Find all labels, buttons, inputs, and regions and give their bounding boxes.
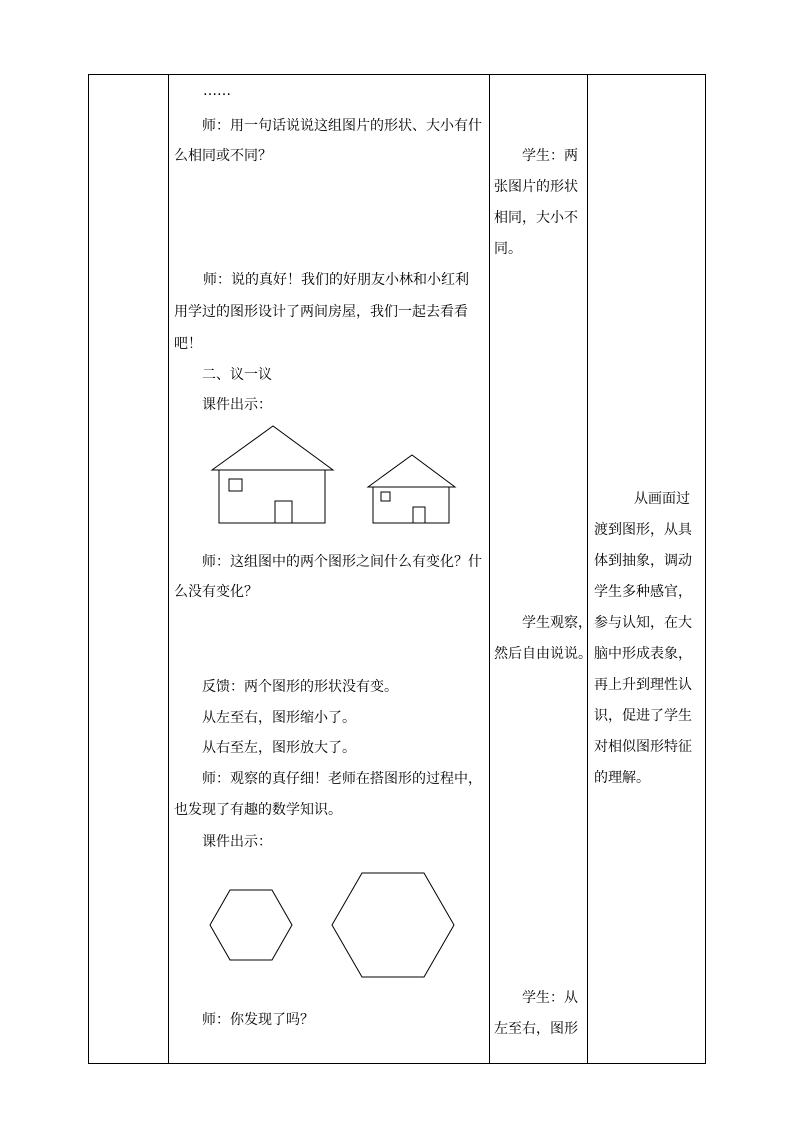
student-answer-1-line2: 张图片的形状: [494, 179, 578, 195]
small-house-window: [381, 492, 390, 501]
student-answer-2-line2: 然后自由说说。: [494, 646, 592, 662]
feedback-line3: 从右至左，图形放大了。: [202, 740, 356, 756]
small-hexagon-icon: [210, 890, 292, 960]
houses-figure: [205, 420, 465, 532]
teacher-praise-line1: 师：说的真好！我们的好朋友小林和小红利: [203, 272, 469, 288]
small-house-roof: [368, 455, 455, 487]
column-divider-2: [489, 75, 490, 1063]
student-answer-1-line3: 相同，大小不: [494, 210, 578, 226]
student-answer-1-line4: 同。: [494, 241, 522, 257]
feedback-line1: 反馈：两个图形的形状没有变。: [202, 679, 398, 695]
design-note-line3: 体到抽象，调动: [594, 553, 692, 569]
teacher-question-1-line2: 么相同或不同？: [174, 148, 272, 164]
ellipsis-text: ……: [203, 83, 231, 99]
large-house-body: [219, 470, 325, 523]
teacher-observe-line2: 也发现了有趣的数学知识。: [174, 802, 342, 818]
design-note-line1: 从画面过: [634, 491, 690, 507]
design-note-line10: 的理解。: [594, 770, 650, 786]
teacher-question-2-line2: 么没有变化？: [174, 584, 258, 600]
teacher-ask-text: 师：你发现了吗？: [202, 1012, 314, 1028]
large-hexagon-icon: [332, 873, 454, 977]
design-note-line7: 再上升到理性认: [594, 677, 692, 693]
teacher-praise-line3: 吧！: [174, 336, 202, 352]
student-answer-1-line1: 学生：两: [522, 148, 578, 164]
column-divider-1: [168, 75, 169, 1063]
section-heading-discuss: 二、议一议: [202, 367, 272, 383]
teacher-question-2-line1: 师：这组图中的两个图形之间什么有变化？什: [202, 554, 482, 570]
large-house-door: [275, 501, 292, 523]
teacher-observe-line1: 师：观察的真仔细！老师在搭图形的过程中，: [202, 771, 482, 787]
student-answer-3-line1: 学生：从: [522, 990, 578, 1006]
column-divider-3: [587, 75, 588, 1063]
feedback-line2: 从左至右，图形缩小了。: [202, 710, 356, 726]
small-house-icon: [368, 455, 455, 523]
large-house-window: [229, 479, 242, 491]
design-note-line8: 识，促进了学生: [594, 708, 692, 724]
large-house-icon: [212, 426, 333, 523]
courseware-show-label-2: 课件出示：: [202, 834, 272, 850]
small-house-door: [413, 507, 425, 523]
courseware-show-label-1: 课件出示：: [202, 397, 272, 413]
teacher-praise-line2: 用学过的图形设计了两间房屋，我们一起去看看: [174, 304, 468, 320]
design-note-line5: 参与认知，在大: [594, 615, 692, 631]
design-note-line6: 脑中形成表象，: [594, 646, 692, 662]
teacher-question-1-line1: 师：用一句话说说这组图片的形状、大小有什: [202, 118, 482, 134]
design-note-line9: 对相似图形特征: [594, 739, 692, 755]
hexagons-figure: [205, 866, 460, 982]
design-note-line4: 学生多种感官，: [594, 584, 692, 600]
student-answer-3-line2: 左至右，图形: [494, 1021, 578, 1037]
design-note-line2: 渡到图形，从具: [594, 522, 692, 538]
large-house-roof: [212, 426, 333, 470]
student-answer-2-line1: 学生观察，: [522, 615, 592, 631]
